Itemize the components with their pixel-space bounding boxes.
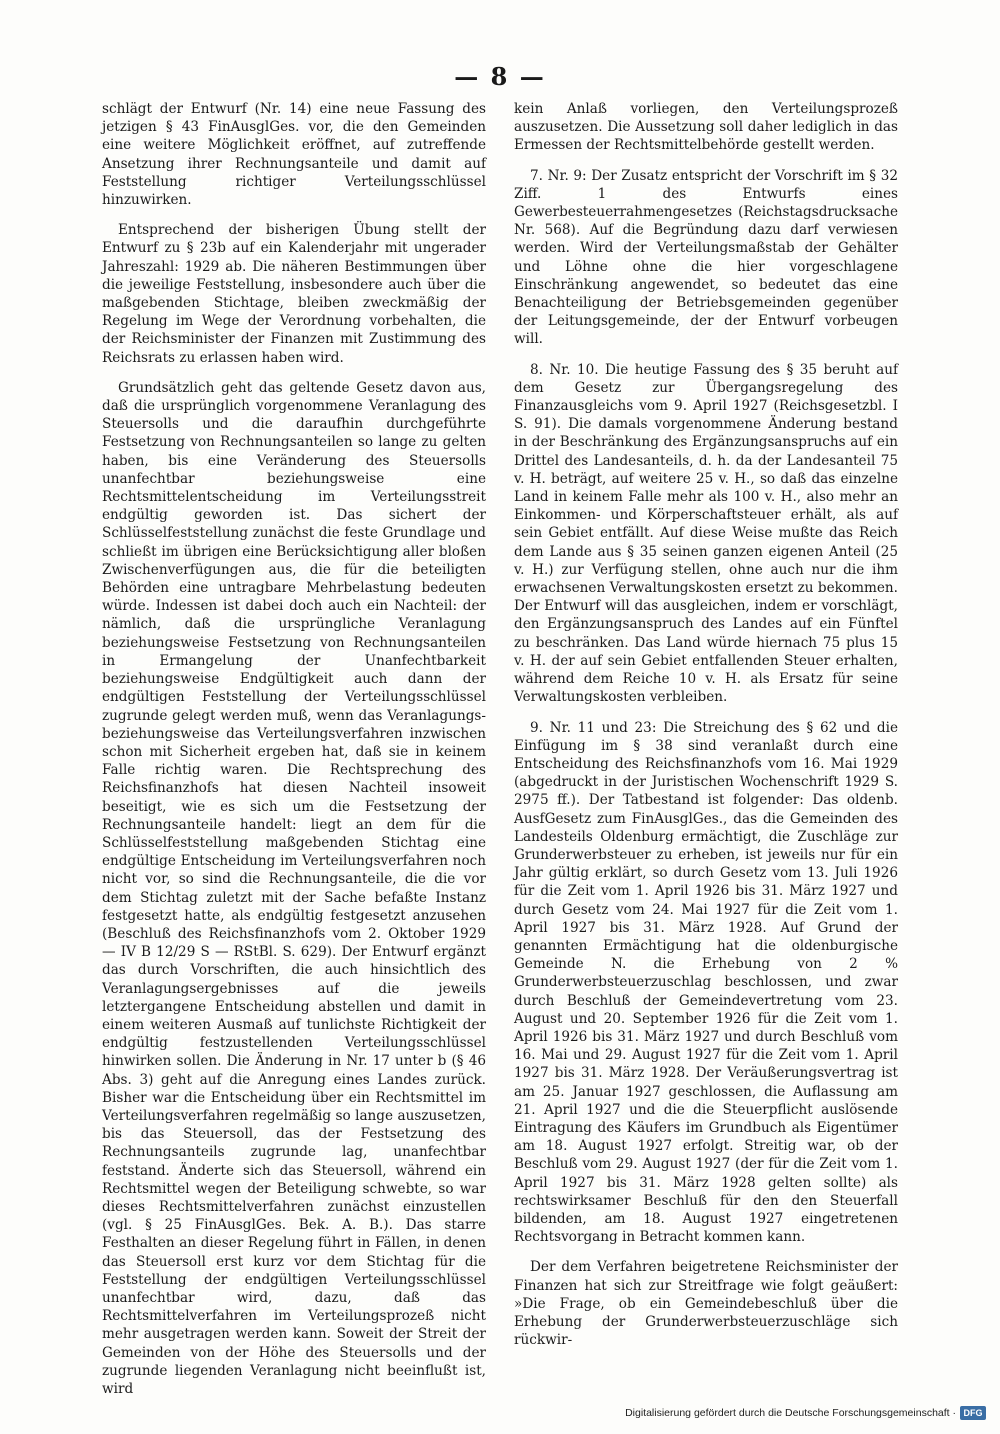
paragraph: schlägt der Entwurf (Nr. 14) eine neue Fassung des jetzigen § 43 FinAusglGes. vor, die den Gemeinden eine weitere Möglichkeit eröffnet, auf zutreffende Ansetzung ihrer Rechnungsanteile und damit auf Feststellung richtiger Verteilungsschlüssel hinzuwirken.	[102, 101, 486, 209]
paragraph: kein Anlaß vorliegen, den Verteilungsprozeß auszusetzen. Die Aussetzung soll daher lediglich in das Ermessen der Rechtsmittelbehörde gestellt werden.	[514, 101, 898, 154]
text-columns	[102, 100, 898, 1398]
paragraph: 9. Nr. 11 und 23: Die Streichung des § 62 und die Einfügung im § 38 sind veranlaßt durch eine Entscheidung des Reichsfinanzhofs vom 16. Mai 1929 (abgedruckt in der Juristischen Wochenschrift 1929 S. 2975 ff.). Der Tatbestand ist folgender: Das oldenb. AusfGesetz zum FinAusglGes., das die Gemeinden des Landesteils Oldenburg ermächtigt, die Zuschläge zur Grunderwerbsteuer zu erheben, ist jeweils nur für ein Jahr gültig erklärt, so durch Gesetz vom 13. Juli 1926 für die Zeit vom 1. April 1926 bis 31. März 1927 und durch Gesetz vom 24. Mai 1927 für die Zeit vom 1. April 1927 bis 31. März 1928. Auf Grund der genannten Ermächtigung hat die oldenburgische Gemeinde N. die Erhebung von 2 % Grunderwerbsteuerzuschlag beschlossen, und zwar durch Beschluß der Gemeindevertretung vom 23. August und 20. September 1926 für die Zeit vom 1. April 1926 bis 31. März 1927 und durch Beschluß vom 16. Mai und 29. August 1927 für die Zeit vom 1. April 1927 bis 31. März 1928. Der Veräußerungsvertrag ist am 25. Januar 1927 geschlossen, die Auflassung am 21. April 1927 und die die Steuerpflicht auslösende Eintragung des Käufers im Grundbuch als Eigentümer am 18. August 1927 erfolgt. Streitig war, ob der Beschluß vom 29. August 1927 (der für die Zeit vom 1. April 1927 bis 31. März 1928 gelten sollte) als rechtswirksamer Beschluß für den den Steuerfall bildenden, am 18. August 1927 eingetretenen Rechtsvorgang in Betracht kommen kann.	[514, 719, 898, 1246]
digitization-footer	[625, 1406, 986, 1420]
paragraph: 8. Nr. 10. Die heutige Fassung des § 35 beruht auf dem Gesetz zur Übergangsregelung des Finanzausgleichs vom 9. April 1927 (Reichsgesetzbl. I S. 91). Die damals vorgenommene Änderung bestand in der Beschränkung des Ergänzungsanspruchs auf ein Drittel des Landesanteils, d. h. da der Landesanteil 75 v. H. beträgt, auf weitere 25 v. H., so daß das einzelne Land in keinem Falle mehr als 100 v. H., also mehr an Einkommen- und Körperschaftsteuer erhält, als auf sein Gebiet entfällt. Auf diese Weise mußte das Reich dem Lande aus § 35 seinen ganzen eigenen Anteil (25 v. H.) zur Verfügung stellen, ohne auch nur die ihm erwachsenen Verwaltungskosten ersetzt zu bekommen. Der Entwurf will das ausgleichen, indem er vorschlägt, den Ergänzungsanspruch des Landes auf ein Fünftel zu beschränken. Das Land würde hiernach 75 plus 15 v. H. der auf sein Gebiet entfallenden Steuer erhalten, während dem Reiche 10 v. H. als Ersatz für seine Verwaltungskosten verbleiben.	[514, 361, 898, 706]
left-column	[102, 100, 486, 1398]
paragraph: Der dem Verfahren beigetretene Reichsminister der Finanzen hat sich zur Streitfrage wie folgt geäußert: »Die Frage, ob ein Gemeindebeschluß über die Erhebung der Grunderwerbsteuerzuschläge sich rückwir-	[514, 1259, 898, 1349]
paragraph: Entsprechend der bisherigen Übung stellt der Entwurf zu § 23b auf ein Kalenderjahr mit ungerader Jahreszahl: 1929 ab. Die näheren Bestimmungen über die jeweilige Feststellung, insbesondere auch über die maßgebenden Stichtage, bleiben zweckmäßig der Regelung im Wege der Verordnung vorbehalten, die der Reichsminister der Finanzen mit Zustimmung des Reichsrats zu erlassen haben wird.	[102, 222, 486, 366]
dfg-logo-icon: DFG	[960, 1406, 986, 1420]
right-column	[514, 100, 898, 1375]
paragraph: 7. Nr. 9: Der Zusatz entspricht der Vorschrift im § 32 Ziff. 1 des Entwurfs eines Gewerbesteuerrahmengesetzes (Reichstagsdrucksache Nr. 568). Auf die Begründung dazu darf verwiesen werden. Wird der Verteilungsmaßstab der Gehälter und Löhne ohne die hier vorgeschlagene Einschränkung angewendet, so bedeutet das eine Benachteiligung der Betriebsgemeinden gegenüber der Leitungsgemeinde, der der Entwurf vorbeugen will.	[514, 167, 898, 348]
footer-text: Digitalisierung gefördert durch die Deutsche Forschungsgemeinschaft ·	[625, 1407, 956, 1419]
page-number: — 8 —	[454, 62, 546, 91]
paragraph: Grundsätzlich geht das geltende Gesetz davon aus, daß die ursprünglich vorgenommene Veranlagung des Steuersolls und die daraufhin durchgeführte Festsetzung von Rechnungsanteilen so lange zu gelten haben, bis eine Veränderung des Steuersolls unanfechtbar beziehungsweise eine Rechtsmittelentscheidung im Verteilungsstreit endgültig geworden ist. Das sichert der Schlüsselfeststellung zunächst die feste Grundlage und schließt im übrigen eine Berücksichtigung aller bloßen Zwischenverfügungen aus, die für die beteiligten Behörden eine untragbare Mehrbelastung bedeuten würde. Indessen ist dabei doch auch ein Nachteil: der nämlich, daß die ursprüngliche Veranlagung beziehungsweise Festsetzung von Rechnungsanteilen in Ermangelung der Unanfechtbarkeit beziehungsweise Endgültigkeit auch dann der endgültigen Feststellung der Verteilungsschlüssel zugrunde gelegt werden muß, wenn das Veranlagungs- beziehungsweise das Verteilungsverfahren inzwischen schon mit Sicherheit ergeben hat, daß sie in keinem Falle richtig waren. Die Rechtsprechung des Reichsfinanzhofs hat diesen Nachteil insoweit beseitigt, wie es sich um die Festsetzung der Rechnungsanteile handelt: liegt an dem für die Schlüsselfeststellung maßgebenden Stichtag eine endgültige Entscheidung im Verteilungsverfahren noch nicht vor, so sind die Rechnungsanteile, die die vor dem Stichtag zuletzt mit der Sache befaßte Instanz festgesetzt hatte, als endgültig festgesetzt anzusehen (Beschluß des Reichsfinanzhofs vom 2. Oktober 1929 — IV B 12/29 S — RStBl. S. 629). Der Entwurf ergänzt das durch Vorschriften, die auch hinsichtlich des Veranlagungsergebnisses auf die jeweils letztergangene Entscheidung abstellen und damit in einem weiteren Ausmaß auf tunlichste Richtigkeit der endgültig festzustellenden Verteilungsschlüssel hinwirken sollen. Die Änderung in Nr. 17 unter b (§ 46 Abs. 3) geht auf die Anregung eines Landes zurück. Bisher war die Entscheidung über ein Rechtsmittel im Verteilungsverfahren regelmäßig so lange auszusetzen, bis das Steuersoll, das der Festsetzung des Rechnungsanteils zugrunde lag, unanfechtbar feststand. Änderte sich das Steuersoll, während ein Rechtsmittel wegen der Beteiligung schwebte, so war dieses Rechtsmittelverfahren zunächst einzustellen (vgl. § 25 FinAusglGes. Bek. A. B.). Das starre Festhalten an dieser Regelung führt in Fällen, in denen das Steuersoll erst kurz vor dem Stichtag für die Feststellung der endgültigen Verteilungsschlüssel unanfechtbar wird, dazu, daß das Rechtsmittelverfahren im Verteilungsprozeß nicht mehr ausgetragen werden kann. Soweit der Streit der Gemeinden von der Höhe des Steuersolls und der zugrunde liegenden Veranlagung nicht beeinflußt ist, wird	[102, 379, 486, 1398]
